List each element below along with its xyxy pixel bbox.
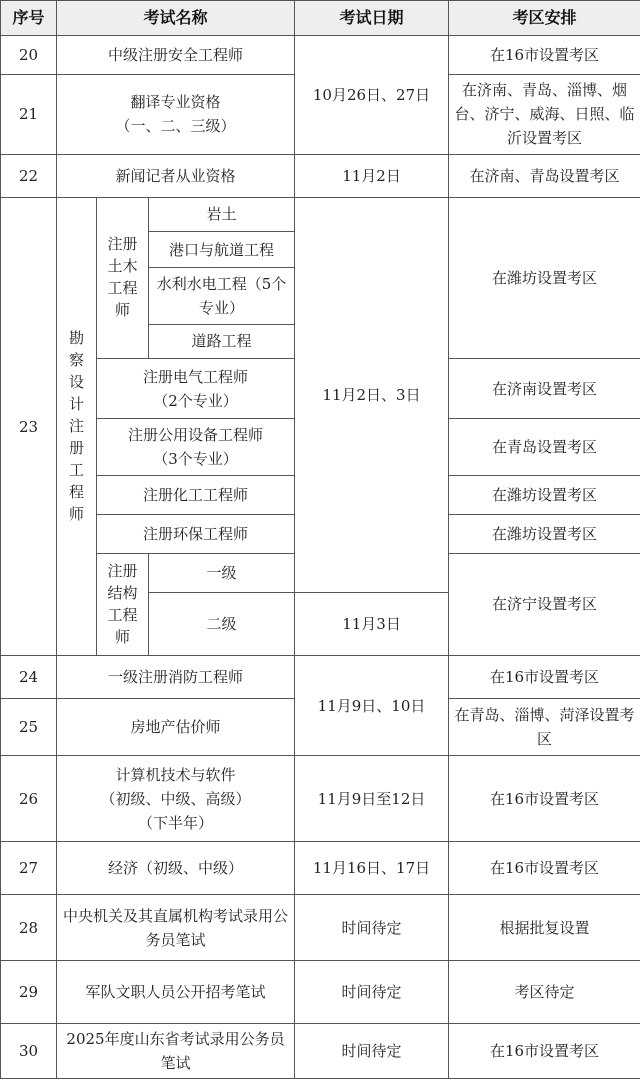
exam-date: 10月26日、27日 — [295, 36, 449, 155]
table-row — [1, 656, 640, 698]
exam-name: 2025年度山东省考试录用公务员笔试 — [57, 1024, 295, 1079]
table-row — [1, 1024, 640, 1079]
exam-date: 时间待定 — [295, 895, 449, 961]
table-row — [1, 197, 640, 231]
row-number: 28 — [1, 895, 57, 961]
exam-name: 计算机技术与软件 （初级、中级、高级） （下半年） — [57, 756, 295, 842]
table-row — [1, 895, 640, 961]
exam-name: 中级注册安全工程师 — [57, 36, 295, 74]
header-no: 序号 — [1, 1, 57, 36]
table-row — [1, 36, 640, 74]
row-number: 27 — [1, 841, 57, 894]
exam-area: 在济南、青岛、淄博、烟台、济宁、威海、日照、临沂设置考区 — [449, 74, 640, 155]
exam-name: 翻译专业资格 （一、二、三级） — [57, 74, 295, 155]
table-row — [1, 155, 640, 197]
sub-exam-name: 注册公用设备工程师 （3个专业） — [97, 419, 295, 475]
row-number: 29 — [1, 960, 57, 1024]
civil-label: 注册土木工程师 — [97, 197, 149, 358]
sub-exam-name: 注册电气工程师 （2个专业） — [97, 358, 295, 419]
exam-area: 在济南设置考区 — [449, 358, 640, 419]
exam-area: 根据批复设置 — [449, 895, 640, 961]
exam-name: 中央机关及其直属机构考试录用公务员笔试 — [57, 895, 295, 961]
exam-name: 新闻记者从业资格 — [57, 155, 295, 197]
exam-date: 时间待定 — [295, 1024, 449, 1079]
exam-date: 11月2日 — [295, 155, 449, 197]
row-number: 26 — [1, 756, 57, 842]
header-area: 考区安排 — [449, 1, 640, 36]
struct-label: 注册结构工程师 — [97, 553, 149, 656]
sub-exam-name: 水利水电工程（5个专业） — [149, 268, 295, 324]
exam-date: 11月9日、10日 — [295, 656, 449, 756]
exam-area: 在济南、青岛设置考区 — [449, 155, 640, 197]
header-name: 考试名称 — [57, 1, 295, 36]
exam-area: 在16市设置考区 — [449, 656, 640, 698]
row-number: 25 — [1, 698, 57, 755]
sub-exam-name: 岩土 — [149, 197, 295, 231]
exam-area: 在青岛设置考区 — [449, 419, 640, 475]
exam-area: 在济宁设置考区 — [449, 553, 640, 656]
exam-date: 11月9日至12日 — [295, 756, 449, 842]
row-number: 21 — [1, 74, 57, 155]
exam-area: 在16市设置考区 — [449, 36, 640, 74]
exam-date: 时间待定 — [295, 960, 449, 1024]
row-number: 22 — [1, 155, 57, 197]
row-number: 30 — [1, 1024, 57, 1079]
sub-exam-name: 二级 — [149, 592, 295, 656]
sub-exam-name: 道路工程 — [149, 324, 295, 358]
exam-area: 考区待定 — [449, 960, 640, 1024]
exam-name: 一级注册消防工程师 — [57, 656, 295, 698]
group-label: 勘察设计注册工程师 — [57, 197, 97, 656]
sub-exam-name: 一级 — [149, 553, 295, 592]
sub-exam-name: 港口与航道工程 — [149, 231, 295, 267]
exam-name: 经济（初级、中级） — [57, 841, 295, 894]
header-date: 考试日期 — [295, 1, 449, 36]
exam-area: 在16市设置考区 — [449, 841, 640, 894]
table-row — [1, 841, 640, 894]
exam-area: 在潍坊设置考区 — [449, 475, 640, 514]
exam-area: 在16市设置考区 — [449, 1024, 640, 1079]
exam-name: 房地产估价师 — [57, 698, 295, 755]
row-number: 24 — [1, 656, 57, 698]
exam-date: 11月2日、3日 — [295, 197, 449, 592]
exam-area: 在青岛、淄博、菏泽设置考区 — [449, 698, 640, 755]
table-header-row — [1, 1, 640, 36]
exam-area: 在16市设置考区 — [449, 756, 640, 842]
exam-area: 在潍坊设置考区 — [449, 197, 640, 358]
exam-area: 在潍坊设置考区 — [449, 515, 640, 553]
sub-exam-name: 注册化工工程师 — [97, 475, 295, 514]
row-number: 20 — [1, 36, 57, 74]
exam-date: 11月16日、17日 — [295, 841, 449, 894]
table-row — [1, 960, 640, 1024]
sub-exam-name: 注册环保工程师 — [97, 515, 295, 553]
exam-name: 军队文职人员公开招考笔试 — [57, 960, 295, 1024]
row-number: 23 — [1, 197, 57, 656]
exam-date: 11月3日 — [295, 592, 449, 656]
table-row — [1, 756, 640, 842]
